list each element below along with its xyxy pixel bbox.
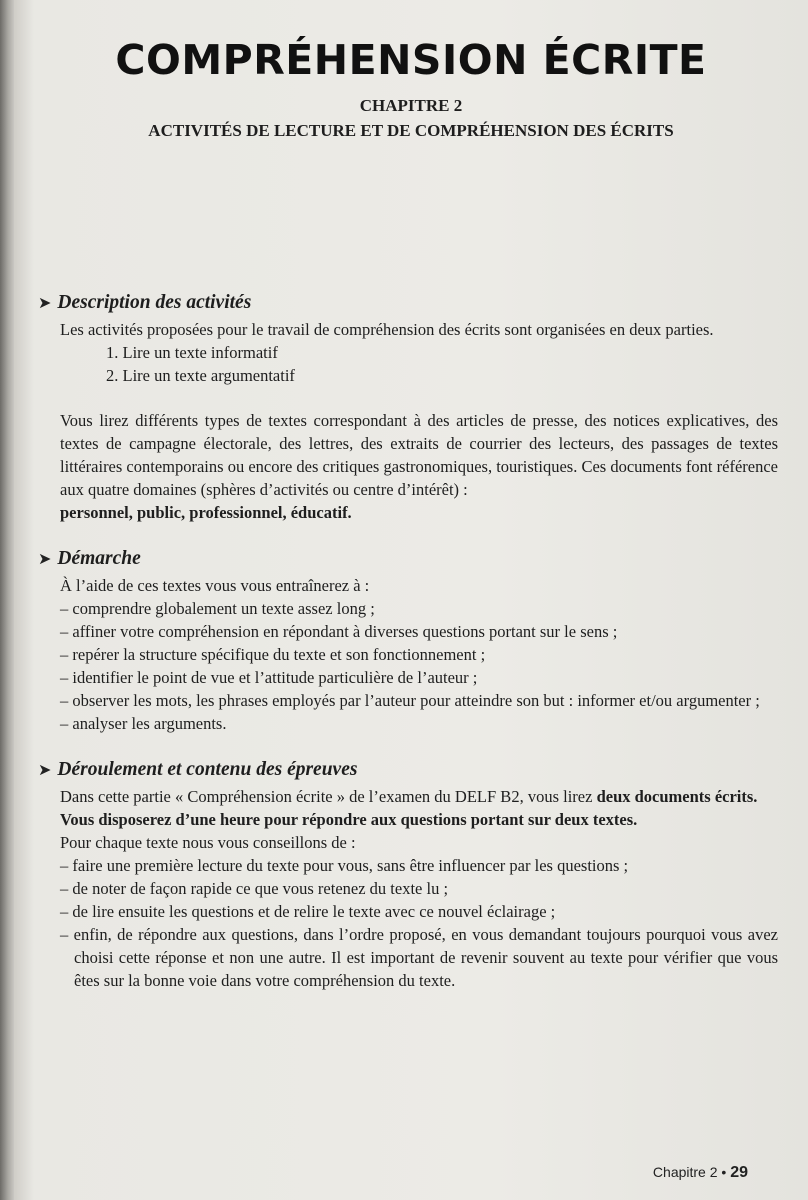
page-number: 29 <box>730 1164 748 1181</box>
footer-chapter-label: Chapitre 2 • <box>652 1164 727 1180</box>
list-item: – analyser les arguments. <box>60 714 227 733</box>
document-page <box>14 0 808 1200</box>
list-item: 1. Lire un texte informatif <box>106 343 278 362</box>
description-intro: Les activités proposées pour le travail de compréhension des écrits sont organisées en deux parties. <box>60 320 714 339</box>
description-domains: personnel, public, professionnel, éducatif. <box>60 503 352 522</box>
description-paragraph: Vous lirez différents types de textes correspondant à des articles de presse, des notices explicatives, des textes de campagne électorale, des lettres, des extraits de courrier des lecteurs, des passages de textes littéraires contemporains ou encore des critiques gastronomiques, touristiques. Ces documents font référence aux quatre domaines (sphères d’activités ou centre d’intérêt) : <box>60 411 778 499</box>
deroulement-bold-line: Vous disposerez d’une heure pour répondre aux questions portant sur deux textes. <box>60 810 638 829</box>
demarche-intro: À l’aide de ces textes vous vous entraînerez à : <box>60 576 370 595</box>
list-item: – faire une première lecture du texte pour vous, sans être influencer par les questions ; <box>60 856 629 875</box>
section-heading-deroulement: ➤ Déroulement et contenu des épreuves <box>38 759 358 780</box>
deroulement-intro: Dans cette partie « Compréhension écrite » de l’examen du DELF B2, vous lirez deux documents écrits. <box>60 787 758 806</box>
advice-list <box>60 854 778 992</box>
section-heading-demarche: ➤ Démarche <box>38 548 141 569</box>
section-heading-description: ➤ Description des activités <box>38 292 252 313</box>
page-footer <box>653 1164 748 1182</box>
section-description <box>60 318 778 524</box>
list-item: – affiner votre compréhension en répondant à diverses questions portant sur le sens ; <box>60 622 618 641</box>
list-item: – de noter de façon rapide ce que vous retenez du texte lu ; <box>60 879 449 898</box>
section-deroulement <box>60 785 778 992</box>
list-item: – comprendre globalement un texte assez long ; <box>60 599 375 618</box>
chapter-subtitle: ACTIVITÉS DE LECTURE ET DE COMPRÉHENSION DES ÉCRITS <box>148 121 674 140</box>
list-item: 2. Lire un texte argumentatif <box>106 366 295 385</box>
page-title: COMPRÉHENSION ÉCRITE <box>115 36 707 84</box>
list-item: – enfin, de répondre aux questions, dans l’ordre proposé, en vous demandant toujours pourquoi vous avez choisi cette réponse et non une autre. Il est important de revenir souvent au texte pour vérifier que vous êtes sur la bonne voie dans votre compréhension du texte. <box>60 925 778 990</box>
section-demarche <box>60 574 778 735</box>
arrow-icon: ➤ <box>38 549 52 568</box>
list-item: – de lire ensuite les questions et de relire le texte avec ce nouvel éclairage ; <box>60 902 556 921</box>
page-content <box>38 290 778 992</box>
demarche-list <box>60 597 778 735</box>
arrow-icon: ➤ <box>38 293 52 312</box>
book-spine <box>0 0 14 1200</box>
list-item: – repérer la structure spécifique du texte et son fonctionnement ; <box>60 645 486 664</box>
list-item: – observer les mots, les phrases employés par l’auteur pour atteindre son but : informer et/ou argumenter ; <box>60 691 760 710</box>
arrow-icon: ➤ <box>38 760 52 779</box>
activity-list <box>106 341 778 387</box>
chapter-label: CHAPITRE 2 <box>359 96 463 115</box>
advice-intro: Pour chaque texte nous vous conseillons de : <box>60 833 356 852</box>
list-item: – identifier le point de vue et l’attitude particulière de l’auteur ; <box>60 668 478 687</box>
